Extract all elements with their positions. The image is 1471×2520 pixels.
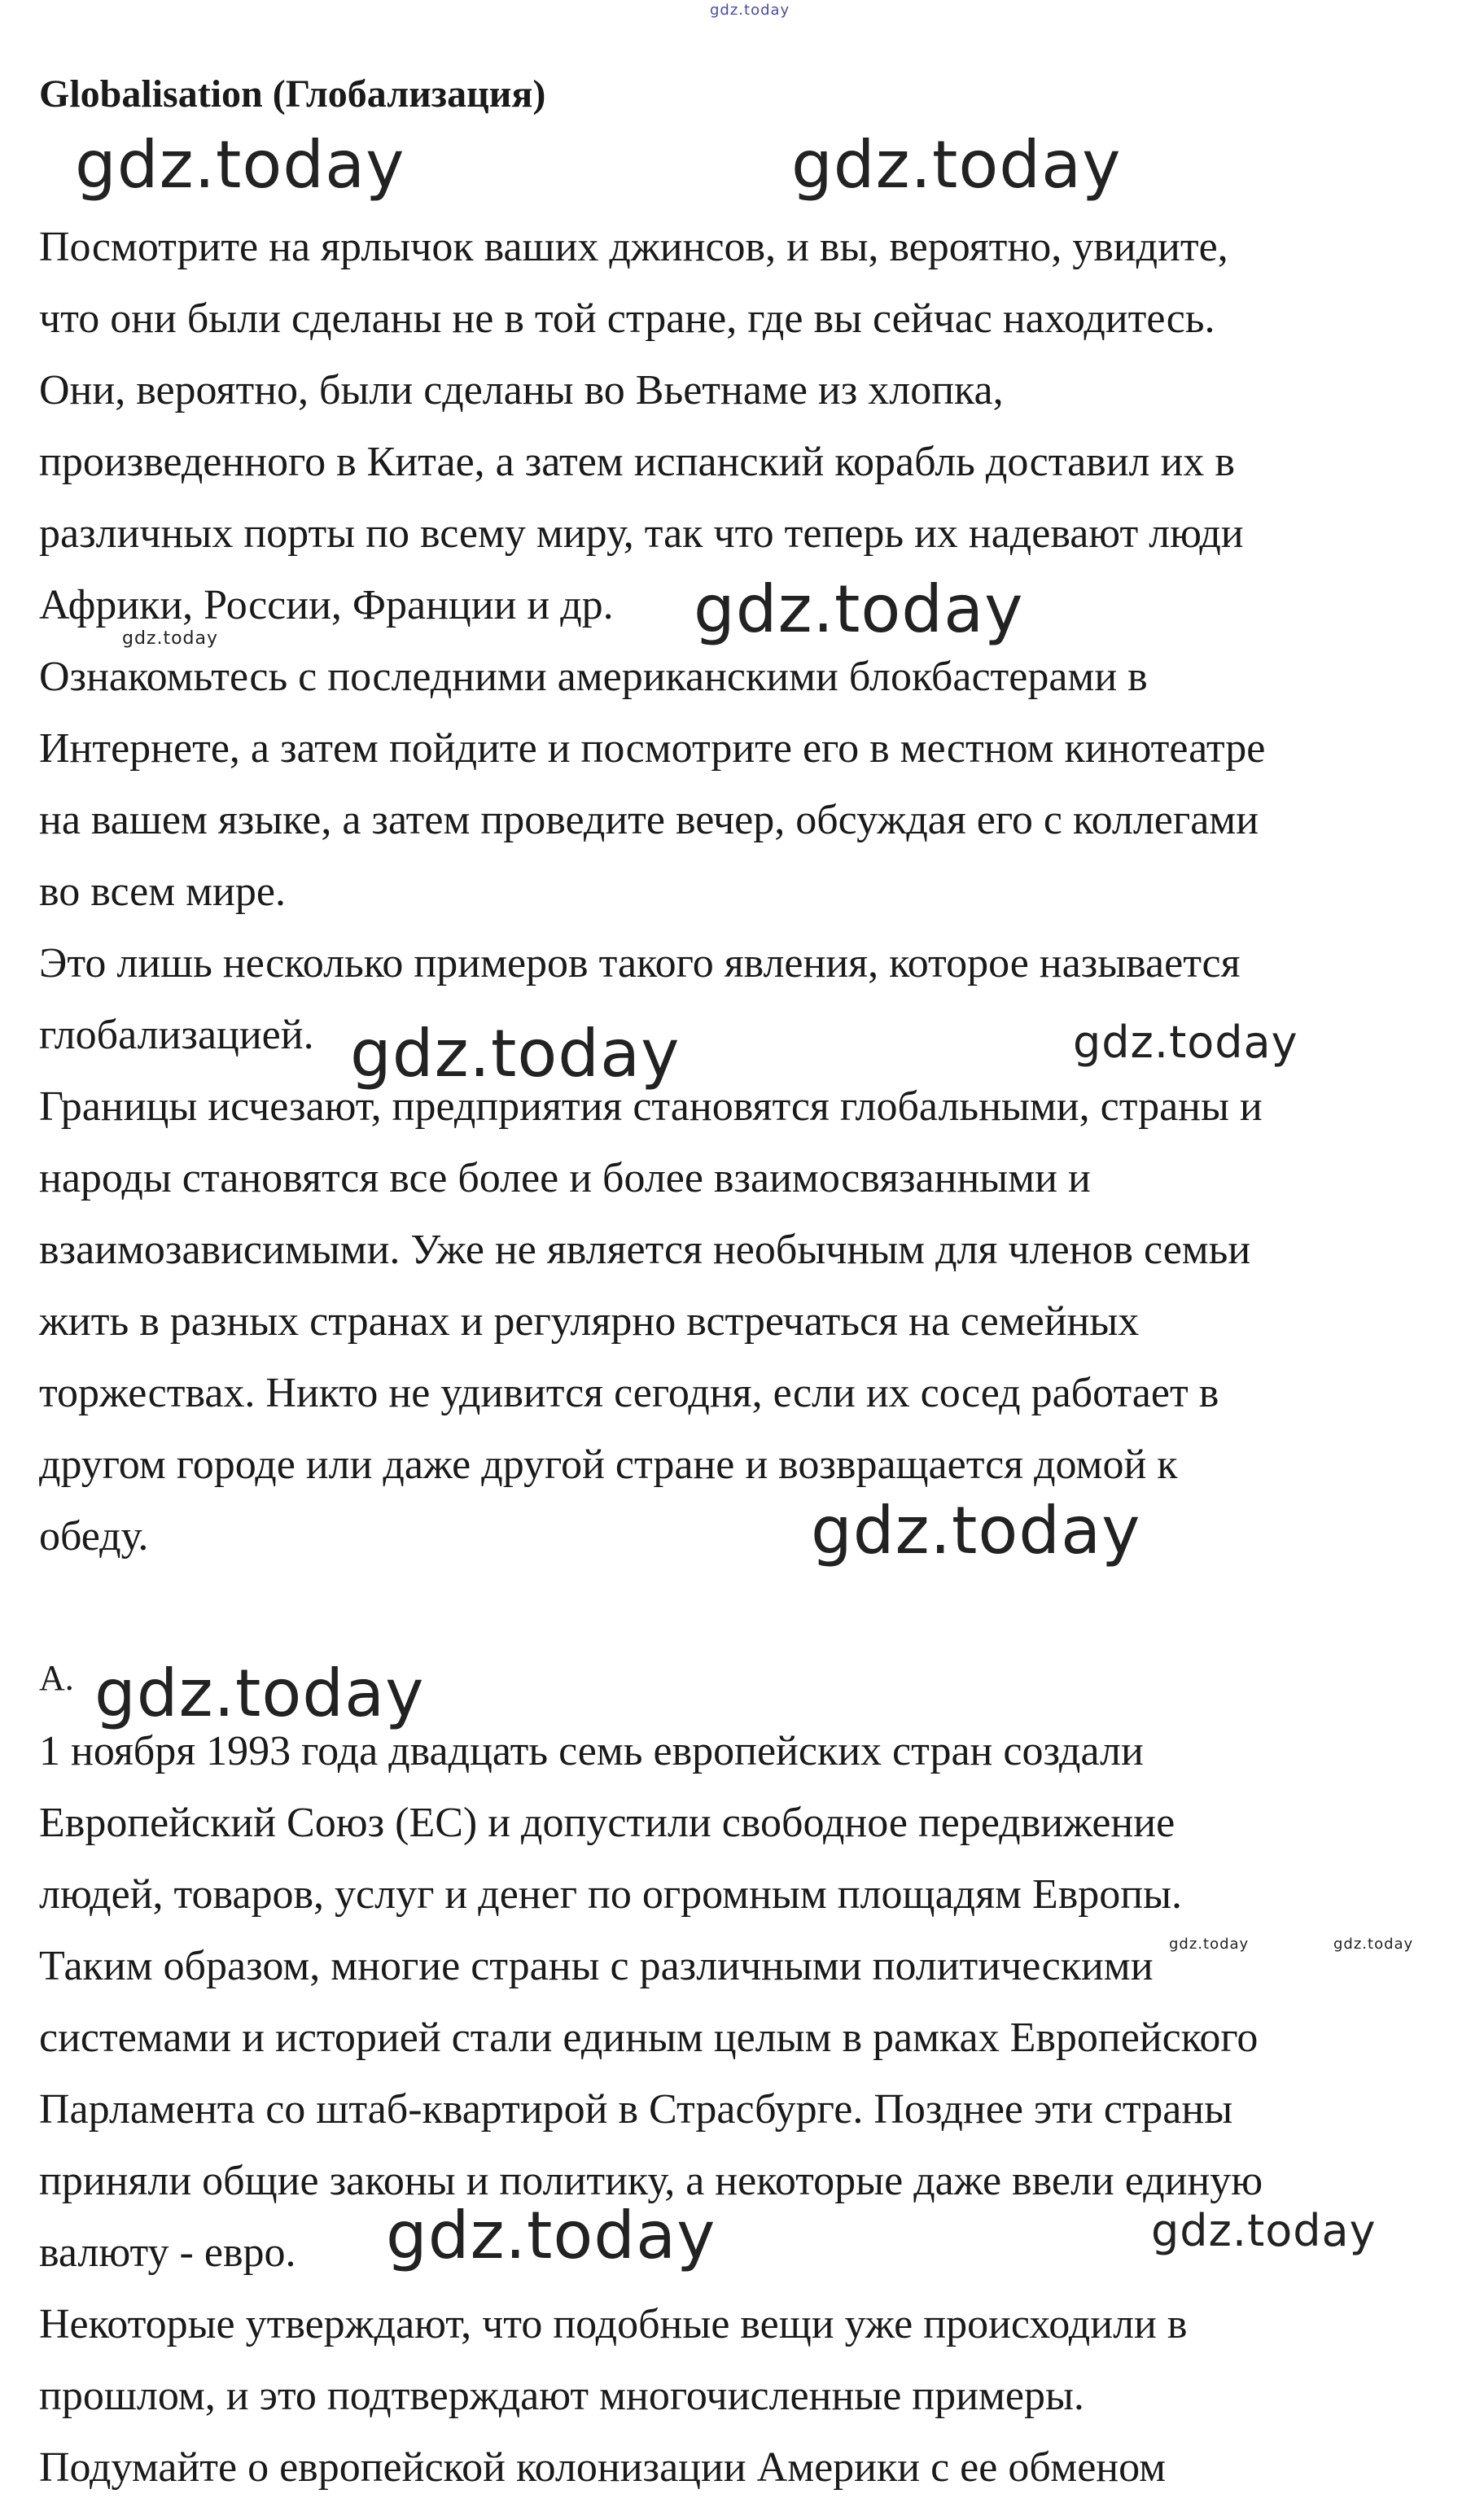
document-title: Globalisation (Глобализация) [39, 72, 546, 116]
watermark: gdz.today [791, 127, 1122, 203]
watermark: gdz.today [1169, 1936, 1250, 1953]
text-line: Посмотрите на ярлычок ваших джинсов, и вы, вероятно, увидите, [39, 224, 1228, 270]
watermark: gdz.today [1151, 2205, 1377, 2256]
watermark-header: gdz.today [710, 2, 790, 19]
watermark: gdz.today [1333, 1936, 1414, 1953]
text-line: Таким образом, многие страны с различными политическими [39, 1943, 1154, 1989]
text-line: валюту - евро. [39, 2229, 296, 2276]
text-line: Подумайте о европейской колонизации Америки с ее обменом [39, 2444, 1167, 2491]
watermark: gdz.today [94, 1656, 425, 1731]
text-line: Интернете, а затем пойдите и посмотрите его в местном кинотеатре [39, 725, 1266, 772]
watermark: gdz.today [122, 628, 219, 649]
text-line: произведенного в Китае, а затем испанский корабль доставил их в [39, 439, 1235, 485]
text-line: во всем мире. [39, 868, 286, 915]
text-line: Ознакомьтесь с последними американскими блокбастерами в [39, 654, 1148, 700]
text-line: людей, товаров, услуг и денег по огромным площадям Европы. [39, 1871, 1183, 1918]
text-line: прошлом, и это подтверждают многочисленные примеры. [39, 2373, 1084, 2419]
text-line: Некоторые утверждают, что подобные вещи уже происходили в [39, 2301, 1188, 2347]
text-line: глобализацией. [39, 1012, 314, 1058]
text-line: 1 ноября 1993 года двадцать семь европейских стран создали [39, 1728, 1144, 1774]
text-line: Они, вероятно, были сделаны во Вьетнаме из хлопка, [39, 367, 1004, 413]
text-line: другом городе или даже другой стране и возвращается домой к [39, 1442, 1178, 1488]
text-line: на вашем языке, а затем проведите вечер, обсуждая его с коллегами [39, 797, 1259, 843]
section-marker: A. [39, 1658, 74, 1698]
text-line: Африки, России, Франции и др. [39, 582, 614, 628]
text-line: жить в разных странах и регулярно встречаться на семейных [39, 1298, 1140, 1345]
text-line: различных порты по всему миру, так что теперь их надевают люди [39, 510, 1244, 557]
watermark: gdz.today [811, 1493, 1141, 1568]
watermark: gdz.today [350, 1016, 681, 1092]
text-line: Европейский Союз (ЕС) и допустили свободное передвижение [39, 1800, 1175, 1846]
watermark: gdz.today [1073, 1017, 1298, 1068]
text-line: взаимозависимыми. Уже не является необычным для членов семьи [39, 1227, 1251, 1273]
text-line: что они были сделаны не в той стране, где вы сейчас находитесь. [39, 295, 1215, 342]
text-line: народы становятся все более и более взаимосвязанными и [39, 1155, 1091, 1201]
watermark: gdz.today [386, 2198, 716, 2273]
watermark: gdz.today [75, 127, 405, 203]
text-line: Это лишь несколько примеров такого явления, которое называется [39, 940, 1241, 987]
text-line: обеду. [39, 1513, 149, 1560]
text-line: системами и историей стали единым целым в рамках Европейского [39, 2015, 1259, 2061]
text-line: приняли общие законы и политику, а некоторые даже ввели единую [39, 2158, 1263, 2204]
text-line: торжествах. Никто не удивится сегодня, если их сосед работает в [39, 1370, 1219, 1416]
text-line: Границы исчезают, предприятия становятся глобальными, страны и [39, 1083, 1263, 1130]
watermark: gdz.today [694, 571, 1024, 647]
text-line: Парламента со штаб-квартирой в Страсбурге. Позднее эти страны [39, 2086, 1233, 2133]
